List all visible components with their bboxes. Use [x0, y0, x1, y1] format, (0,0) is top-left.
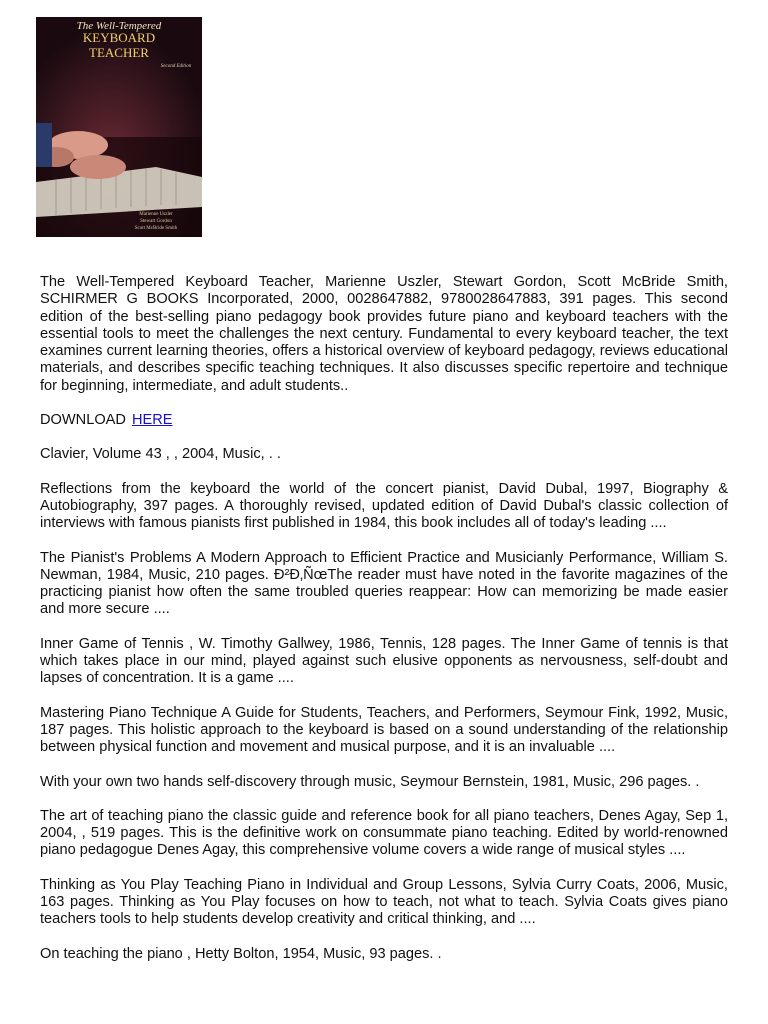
- cover-author1: Marienne Uszler: [139, 212, 173, 217]
- download-here-link[interactable]: HERE: [131, 412, 173, 429]
- related-entry: Inner Game of Tennis , W. Timothy Gallwey, 1986, Tennis, 128 pages. The Inner Game of tennis is that which takes place in our mind, played against such elusive opponents as nervousness, self-doubt and lapses of concentration. It is a game ....: [40, 635, 728, 687]
- cover-author3: Scott McBride Smith: [134, 226, 178, 231]
- related-entry: The Pianist's Problems A Modern Approach to Efficient Practice and Musicianly Performance, William S. Newman, 1984, Music, 210 pages. Ð²Ð‚ÑœThe reader must have noted in the favorite magazines of the practicing pianist how often the same troubled queries reappear: How can memorizing be made easier and more secure ....: [40, 549, 728, 618]
- book-cover-art: [36, 17, 202, 237]
- related-entry: Mastering Piano Technique A Guide for Students, Teachers, and Performers, Seymour Fink, 1992, Music, 187 pages. This holistic approach to the keyboard is based on a sound understanding of the relationship between physical function and movement and musical purpose, and it is an invaluable ....: [40, 704, 728, 756]
- cover-edition: Second Edition: [160, 64, 192, 69]
- related-entry: Reflections from the keyboard the world of the concert pianist, David Dubal, 1997, Biography & Autobiography, 397 pages. A thoroughly revised, updated edition of David Dubal's classic collection of interviews with famous pianists first published in 1984, this book includes all of today's leading ....: [40, 480, 728, 532]
- related-entry: With your own two hands self-discovery through music, Seymour Bernstein, 1981, Music, 296 pages. .: [40, 773, 700, 790]
- related-entry: Clavier, Volume 43 , , 2004, Music, . .: [40, 446, 281, 463]
- document-body: [40, 274, 728, 980]
- download-line: [40, 412, 728, 429]
- related-entry: The art of teaching piano the classic guide and reference book for all piano teachers, Denes Agay, Sep 1, 2004, , 519 pages. This is the definitive work on consummate piano teaching. Edited by world-renowned piano pedagogue Denes Agay, this comprehensive volume covers a wide range of musical styles ....: [40, 807, 728, 859]
- cover-title-line1: The Well-Tempered: [76, 20, 162, 32]
- download-label: DOWNLOAD: [40, 412, 126, 429]
- cover-author2: Stewart Gordon: [140, 219, 172, 224]
- book-cover-image: [36, 17, 202, 237]
- cover-title-line2: KEYBOARD: [82, 30, 156, 45]
- cover-title-line3: TEACHER: [89, 45, 149, 60]
- related-entry: Thinking as You Play Teaching Piano in Individual and Group Lessons, Sylvia Curry Coats, 2006, Music, 163 pages. Thinking as You Play focuses on how to teach, not what to teach. Sylvia Coats gives piano teachers tools to help students develop creativity and critical thinking, and ....: [40, 876, 728, 928]
- book-description: The Well-Tempered Keyboard Teacher, Marienne Uszler, Stewart Gordon, Scott McBride Smith, SCHIRMER G BOOKS Incorporated, 2000, 0028647882, 9780028647883, 391 pages. This second edition of the best-selling piano pedagogy book provides future piano and keyboard teachers with the essential tools to meet the challenges the next century. Fundamental to every keyboard teacher, the text examines current learning theories, offers a historical overview of keyboard pedagogy, reviews educational materials, and describes specific teaching techniques. It also discusses specific repertoire and technique for beginning, intermediate, and adult students..: [40, 274, 728, 394]
- related-entry: On teaching the piano , Hetty Bolton, 1954, Music, 93 pages. .: [40, 945, 442, 962]
